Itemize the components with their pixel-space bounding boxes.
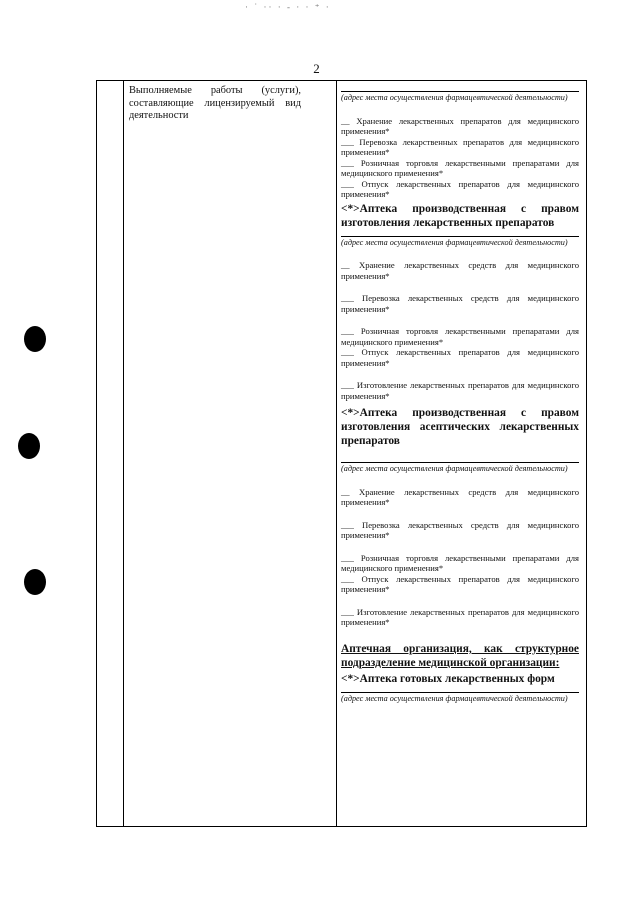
section-heading: <*>Аптека производственная с правом изготовления асептических лекарственных препаратов (341, 407, 579, 447)
activity-details (341, 85, 579, 704)
list-item: ___ Розничная торговля лекарственными препаратами для медицинского применения* (341, 552, 579, 573)
punch-hole-2 (18, 433, 40, 459)
list-item: __ Хранение лекарственных средств для медицинского применения* (341, 260, 579, 281)
list-item: __ Хранение лекарственных препаратов для медицинского применения* (341, 115, 579, 136)
list-item: ___ Перевозка лекарственных препаратов для медицинского применения* (341, 136, 579, 157)
section-heading: <*>Аптека производственная с правом изготовления лекарственных препаратов (341, 202, 579, 229)
punch-hole-3 (24, 569, 46, 595)
license-table (96, 80, 587, 827)
list-item: ___ Отпуск лекарственных препаратов для медицинского применения* (341, 347, 579, 368)
list-item: ___ Перевозка лекарственных средств для медицинского применения* (341, 293, 579, 314)
list-item: ___ Отпуск лекарственных препаратов для медицинского применения* (341, 178, 579, 199)
address-caption: (адрес места осуществления фармацевтической деятельности) (341, 692, 579, 705)
address-caption: (адрес места осуществления фармацевтической деятельности) (341, 462, 579, 475)
column-divider-2 (336, 81, 337, 826)
list-item: ___ Розничная торговля лекарственными препаратами для медицинского применения* (341, 157, 579, 178)
list-item: ___ Отпуск лекарственных препаратов для медицинского применения* (341, 573, 579, 594)
list-item: ___ Изготовление лекарственных препаратов для медицинского применения* (341, 606, 579, 627)
address-caption: (адрес места осуществления фармацевтической деятельности) (341, 91, 579, 104)
punch-hole-1 (24, 326, 46, 352)
page-number: 2 (313, 61, 320, 76)
section-heading: <*>Аптека готовых лекарственных форм (341, 672, 555, 685)
works-services-label: Выполняемые работы (услуги), составляющие лицензируемый вид деятельности (129, 85, 301, 121)
list-item: ___ Перевозка лекарственных средств для медицинского применения* (341, 519, 579, 540)
scan-noise: · ˙ ·· · ‑ · · ⁺ · (245, 2, 331, 12)
list-item: ___ Розничная торговля лекарственными препаратами для медицинского применения* (341, 326, 579, 347)
section-heading-underlined: Аптечная организация, как структурное подразделение медицинской организации: (341, 642, 579, 669)
address-caption: (адрес места осуществления фармацевтической деятельности) (341, 236, 579, 249)
list-item: ___ Изготовление лекарственных препаратов для медицинского применения* (341, 380, 579, 401)
column-divider-1 (123, 81, 124, 826)
list-item: __ Хранение лекарственных средств для медицинского применения* (341, 486, 579, 507)
